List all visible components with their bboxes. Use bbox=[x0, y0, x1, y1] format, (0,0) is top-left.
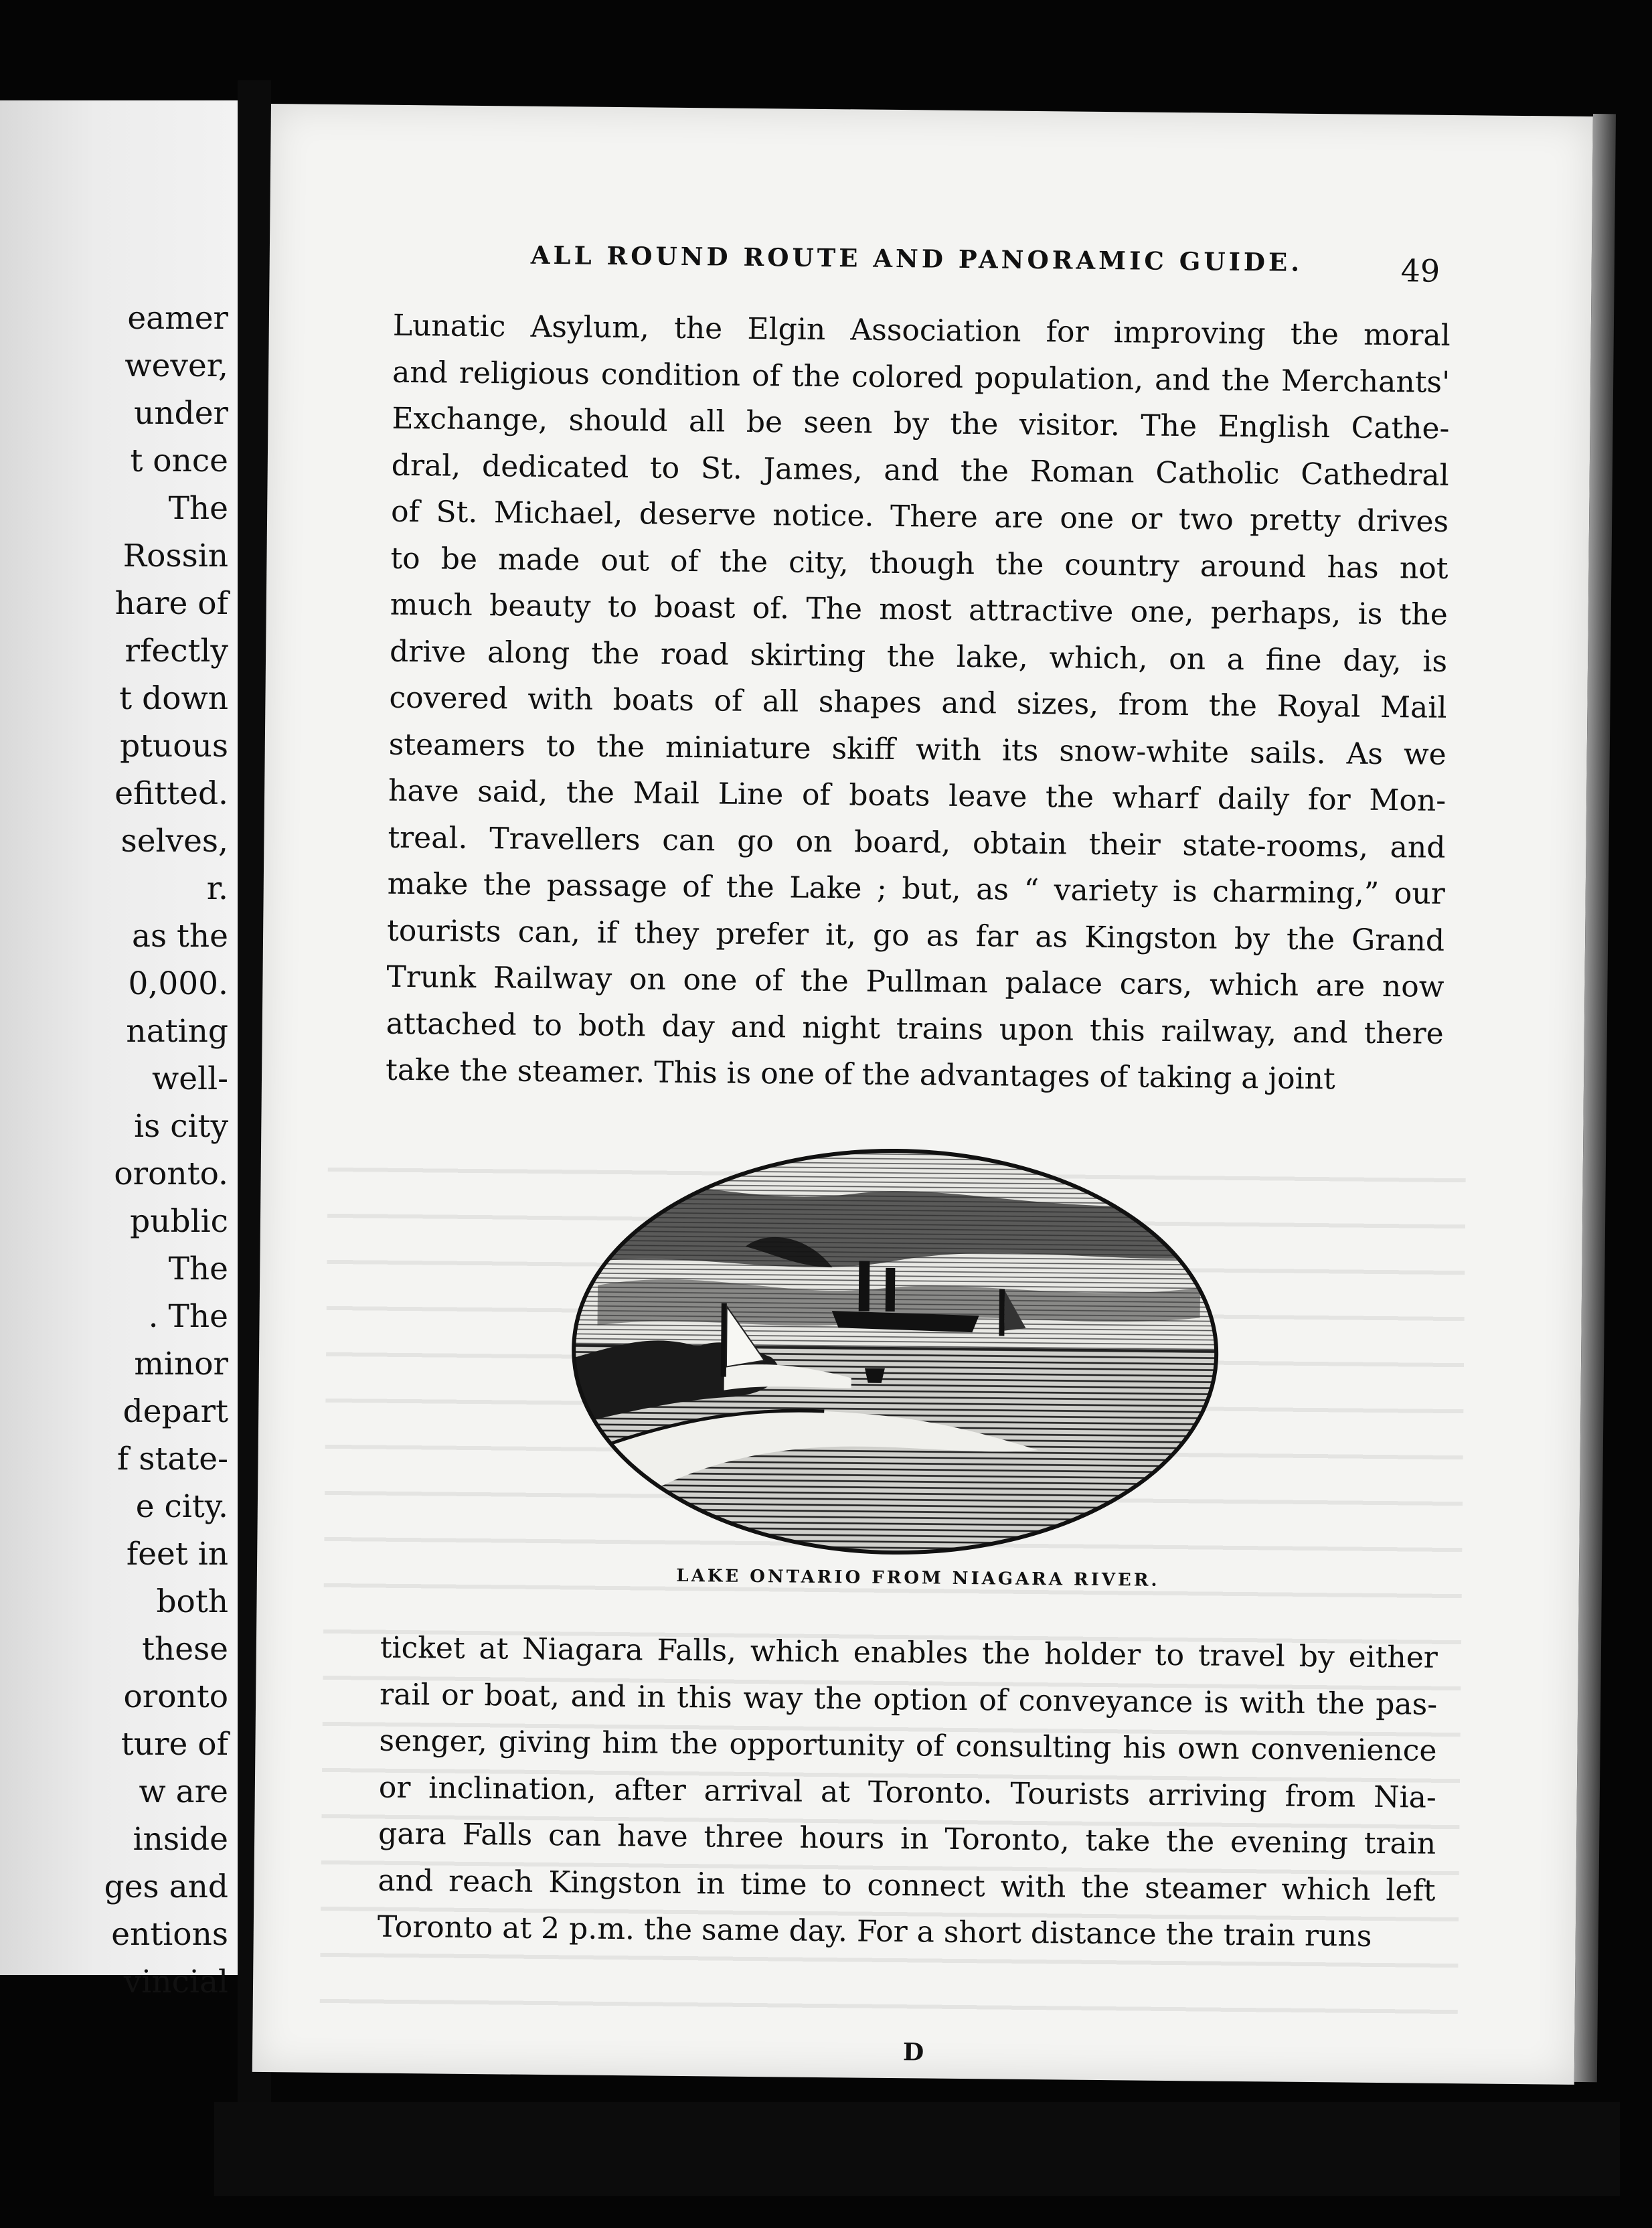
text-line: ticket at Niagara Falls, which enables the holder to travel by either bbox=[380, 1630, 1438, 1675]
text-line: Lunatic Asylum, the Elgin Association for improving the moral bbox=[392, 308, 1451, 353]
text-line: or inclination, after arrival at Toronto. Tourists arriving from Nia- bbox=[378, 1770, 1437, 1815]
text-line: Exchange, should all be seen by the visitor. The English Cathe- bbox=[392, 401, 1450, 446]
text-line: rail or boat, and in this way the option of conveyance is with the pas- bbox=[379, 1677, 1438, 1722]
previous-page-line: selves, bbox=[120, 823, 228, 860]
text-line: to be made out of the city, though the country around has not bbox=[390, 541, 1449, 586]
text-line: dral, dedicated to St. James, and the Roman Catholic Cathedral bbox=[391, 448, 1449, 493]
text-line: Trunk Railway on one of the Pullman palace cars, which are now bbox=[386, 959, 1444, 1004]
previous-page-line: The bbox=[168, 1251, 228, 1287]
text-line: and religious condition of the colored population, and the Merchants' bbox=[392, 355, 1451, 400]
running-head: ALL ROUND ROUTE AND PANORAMIC GUIDE. bbox=[530, 240, 1303, 277]
previous-page-line: rfectly bbox=[125, 633, 228, 669]
previous-page-fragment bbox=[0, 100, 238, 2000]
previous-page-line: nating bbox=[126, 1013, 228, 1050]
previous-page-line: depart bbox=[122, 1393, 228, 1430]
text-line: tourists can, if they prefer it, go as far as Kingston by the Grand bbox=[386, 913, 1445, 958]
previous-page-line: The bbox=[168, 490, 228, 527]
paragraph-top bbox=[386, 303, 1451, 1104]
previous-page-line: under bbox=[134, 395, 228, 432]
text-line: attached to both day and night trains upon this railway, and there bbox=[386, 1006, 1444, 1051]
previous-page-line: t down bbox=[119, 680, 228, 717]
previous-page-line: oronto bbox=[123, 1678, 228, 1715]
previous-page-line: inside bbox=[133, 1821, 228, 1858]
text-line: of St. Michael, deserve notice. There are one or two pretty drives bbox=[390, 494, 1449, 539]
previous-page-line: e city. bbox=[135, 1488, 228, 1525]
scan-border bbox=[214, 2102, 1620, 2196]
text-line: and reach Kingston in time to connect with the steamer which left bbox=[378, 1863, 1436, 1908]
previous-page-line: public bbox=[130, 1203, 228, 1240]
text-line: Toronto at 2 p.m. the same day. For a short distance the train runs bbox=[377, 1909, 1372, 1954]
previous-page-line: 0,000. bbox=[128, 965, 228, 1002]
previous-page-line: Rossin bbox=[122, 538, 228, 574]
previous-page-line: ture of bbox=[120, 1726, 228, 1763]
previous-page-line: is city bbox=[134, 1108, 228, 1145]
previous-page-line: vincial bbox=[123, 1964, 228, 2000]
previous-page-line: r. bbox=[206, 870, 228, 907]
text-line: senger, giving him the opportunity of consulting his own convenience bbox=[379, 1723, 1437, 1768]
paragraph-bottom bbox=[378, 1625, 1438, 1961]
previous-page-line: wever, bbox=[125, 347, 228, 384]
previous-page-line: eamer bbox=[127, 300, 228, 337]
previous-page-line: ges and bbox=[104, 1868, 228, 1905]
previous-page-line: well- bbox=[152, 1060, 228, 1097]
text-line: drive along the road skirting the lake, which, on a fine day, is bbox=[389, 634, 1448, 679]
previous-page-line: minor bbox=[134, 1346, 228, 1382]
signature-mark: D bbox=[902, 2038, 924, 2067]
previous-page-line: entions bbox=[111, 1916, 228, 1953]
text-line: make the passage of the Lake ; but, as “ variety is charming,” our bbox=[387, 866, 1445, 911]
previous-page-line: hare of bbox=[114, 585, 228, 622]
previous-page-line: t once bbox=[130, 443, 228, 479]
text-line: gara Falls can have three hours in Toronto, take the evening train bbox=[378, 1816, 1436, 1861]
lake-ontario-engraving bbox=[568, 1144, 1222, 1559]
text-line: have said, the Mail Line of boats leave the wharf daily for Mon- bbox=[388, 773, 1447, 818]
text-line: treal. Travellers can go on board, obtain their state-rooms, and bbox=[388, 820, 1446, 865]
previous-page-line: both bbox=[156, 1583, 228, 1620]
previous-page-line: . The bbox=[148, 1298, 228, 1335]
text-line: steamers to the miniature skiff with its snow-white sails. As we bbox=[388, 727, 1447, 772]
previous-page-line: feet in bbox=[126, 1536, 228, 1573]
page-number: 49 bbox=[1400, 252, 1440, 289]
previous-page-line: ptuous bbox=[120, 728, 228, 765]
previous-page-line: as the bbox=[131, 918, 228, 955]
text-line: much beauty to boast of. The most attractive one, perhaps, is the bbox=[390, 587, 1448, 632]
previous-page-text bbox=[104, 295, 228, 2006]
text-line: take the steamer. This is one of the advantages of taking a joint bbox=[385, 1052, 1335, 1097]
text-line: covered with boats of all shapes and sizes, from the Royal Mail bbox=[389, 680, 1447, 725]
previous-page-line: these bbox=[142, 1631, 228, 1668]
previous-page-line: f state- bbox=[117, 1441, 228, 1478]
illustration-caption: LAKE ONTARIO FROM NIAGARA RIVER. bbox=[676, 1565, 1160, 1591]
previous-page-line: efitted. bbox=[114, 775, 228, 812]
previous-page-line: w are bbox=[139, 1773, 228, 1810]
previous-page-line: oronto. bbox=[114, 1156, 228, 1192]
book-page bbox=[252, 104, 1593, 2085]
